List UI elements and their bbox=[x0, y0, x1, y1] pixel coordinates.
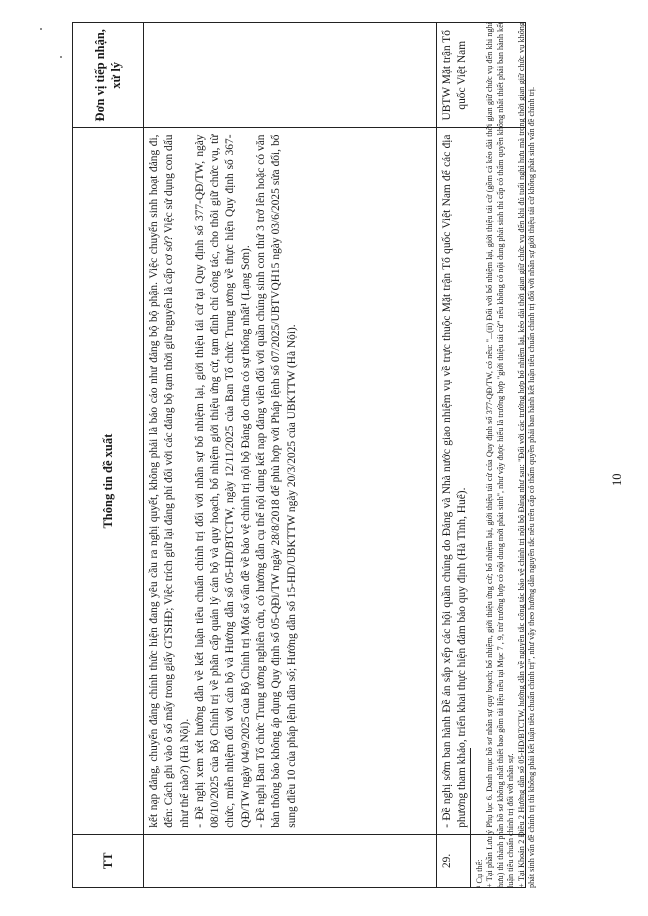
footnote-line: + Tại phần Lưu ý Phụ lục 6. Danh mục hồ sơ nhân sự quy hoạch; bổ nhiệm, giới thiệu ứng cử; bổ nhiệm lại, giới thiệu tái cử của Quy định số 377-QĐ/TW, có nêu: "...(ii) Đối với bổ nhiệm lại, giới thiệu tái cử (gồm cả kéo dài thời gian giữ chức vụ đến khi nghỉ hưu) thì thành phần hồ sơ không nhất thiết bao gồm tài liệu nêu tại Mục 7 , 9, trừ trường hợp có nội dung mới phát sinh", như vậy được hiểu là trường hợp "giới thiệu tái cử" nếu không có nội dung phát sinh thì cấp có thẩm quyền không nhất thiết phải ban hành kết luận tiêu chuẩn chính trị đối với nhân sự. bbox=[485, 22, 516, 888]
header-unit: Đơn vị tiếp nhận, xử lý bbox=[73, 23, 144, 129]
proposal-paragraph: - Đề nghị sớm ban hành Đề án sắp xếp các hội quần chúng do Đảng và Nhà nước giao nhiệm vụ về trực thuộc Mặt trận Tổ quốc Việt Nam để các địa phương tham khảo, triển khai thực hiện đảm bảo quy định (Hà Tĩnh, Huế). bbox=[441, 134, 469, 828]
table-header-row bbox=[73, 23, 144, 888]
proposal-table bbox=[72, 22, 526, 888]
table-row bbox=[144, 23, 437, 888]
proposal-paragraph: kết nạp đảng, chuyển đảng chính thức hiện đang yêu cầu ra nghị quyết, không phải là báo cáo như đảng bộ bộ phận. Việc chuyển sinh hoạt đảng đi, đến: Cách ghi vào ô số mấy trong giấy GTSHĐ; Việc trích giữ lại đảng phí đối với các đảng bộ tạm thời giữ nguyên là cấp cơ sở? Việc sử dụng con dấu như thế nào?) (Hà Nội). bbox=[148, 134, 191, 828]
header-tt: TT bbox=[73, 834, 144, 887]
footnote-divider bbox=[470, 748, 471, 888]
row-unit bbox=[144, 23, 437, 129]
row-info bbox=[144, 128, 437, 834]
footnote-line: + Tại Khoản 2 Điều 2 Hướng dẫn số 05-HD/BTCTW, hướng dẫn về nguyên tắc công tác bảo vệ chính trị nội bộ Đảng như sau: "Đối với các trường hợp bổ nhiệm lại, kéo dài thời gian giữ chức vụ đến khi đủ tuổi nghỉ hưu mà trong thời gian giữ chức vụ không phát sinh vấn đề chính trị thì không phải kết luận tiêu chuẩn chính trị", như vậy theo hướng dẫn nguyên tắc nêu trên cấp có thẩm quyền phải ban hành kết luận tiêu chuẩn chính trị đối với nhân sự giới thiệu tái cử không phát sinh vấn đề chính trị. bbox=[516, 22, 537, 888]
scan-speck bbox=[60, 56, 62, 58]
header-info: Thông tin đề xuất bbox=[73, 128, 144, 834]
page-number: 10 bbox=[610, 473, 624, 486]
proposal-paragraph: - Đề nghị xem xét hướng dẫn về kết luận tiêu chuẩn chính trị đối với nhân sự bổ nhiệm lại, giới thiệu tái cử tại Quy định số 377-QĐ/TW, ngày 08/10/2025 của Bộ Chính trị về phân cấp quản lý cán bộ và quy hoạch, bổ nhiệm giới thiệu ứng cử, tạm đình chỉ công tác, cho thôi giữ chức vụ, từ chức, miễn nhiệm đối với cán bộ và Hướng dẫn số 05-HD/BTCTW, ngày 12/11/2025 của Ban Tổ chức Trung ương về thực hiện Quy định số 367-QĐ/TW ngày 04/9/2025 của Bộ Chính trị Một số vấn đề về bảo vệ chính trị nội bộ Đảng do chưa có sự thống nhất¹ (Lạng Sơn). bbox=[193, 134, 252, 828]
scan-speck bbox=[40, 28, 42, 30]
footnotes bbox=[470, 22, 537, 888]
row-tt bbox=[144, 834, 437, 887]
footnote-title: ¹ Cụ thể: bbox=[475, 859, 484, 888]
row-unit: UBTW Mặt trận Tổ quốc Việt Nam bbox=[437, 23, 526, 129]
proposal-paragraph: - Đề nghị Ban Tổ chức Trung ương nghiên cứu, có hướng dẫn cụ thể nội dung kết nạp đảng viên đối với quần chúng sinh con thứ 3 trở lên hoặc có văn bản thông báo không áp dụng Quy định số 05-QĐi/TW ngày 28/8/2018 để phù hợp với Pháp lệnh số 07/2025/UBTVQH15 ngày 03/6/2025 sửa đổi, bổ sung điều 10 của pháp lệnh dân số; Hướng dẫn số 15-HD/UBKTTW ngày 20/3/2025 của UBKTTW (Hà Nội). bbox=[255, 134, 298, 828]
row-tt: 29. bbox=[437, 834, 526, 887]
